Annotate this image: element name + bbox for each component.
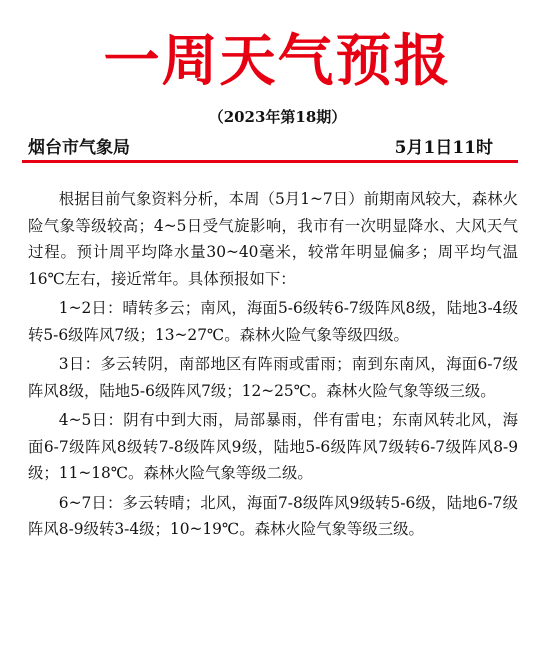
forecast-paragraph-day1-2: 1~2日：晴转多云；南风，海面5-6级转6-7级阵风8级，陆地3-4级转5-6级阵风7级；13~27℃。森林火险气象等级四级。	[28, 299, 518, 344]
issue-date: 5月1日11时	[394, 138, 493, 158]
forecast-paragraph-day6-7: 6~7日：多云转晴；北风，海面7-8级阵风9级转5-6级，陆地6-7级阵风8-9级转3-4级；10~19℃。森林火险气象等级三级。	[28, 493, 518, 538]
document-title: 一周天气预报	[103, 28, 452, 94]
issuer-name: 烟台市气象局	[28, 138, 130, 158]
forecast-body	[28, 186, 518, 546]
issue-number: （2023年第18期）	[208, 108, 347, 126]
intro-paragraph: 根据目前气象资料分析，本周（5月1~7日）前期南风较大，森林火险气象等级较高；4~5日受气旋影响，我市有一次明显降水、大风天气过程。预计周平均降水量30~40毫米，较常年明显偏多；周平均气温16℃左右，接近常年。具体预报如下：	[28, 190, 518, 288]
forecast-paragraph-day3: 3日：多云转阴，南部地区有阵雨或雷雨；南到东南风，海面6-7级阵风8级，陆地5-6级阵风7级；12~25℃。森林火险气象等级三级。	[28, 355, 518, 400]
header-divider	[22, 160, 518, 163]
forecast-paragraph-day4-5: 4~5日：阴有中到大雨，局部暴雨，伴有雷电；东南风转北风，海面6-7级阵风8级转7-8级阵风9级，陆地5-6级阵风7级转6-7级阵风8-9级；11~18℃。森林火险气象等级二级。	[28, 411, 518, 482]
